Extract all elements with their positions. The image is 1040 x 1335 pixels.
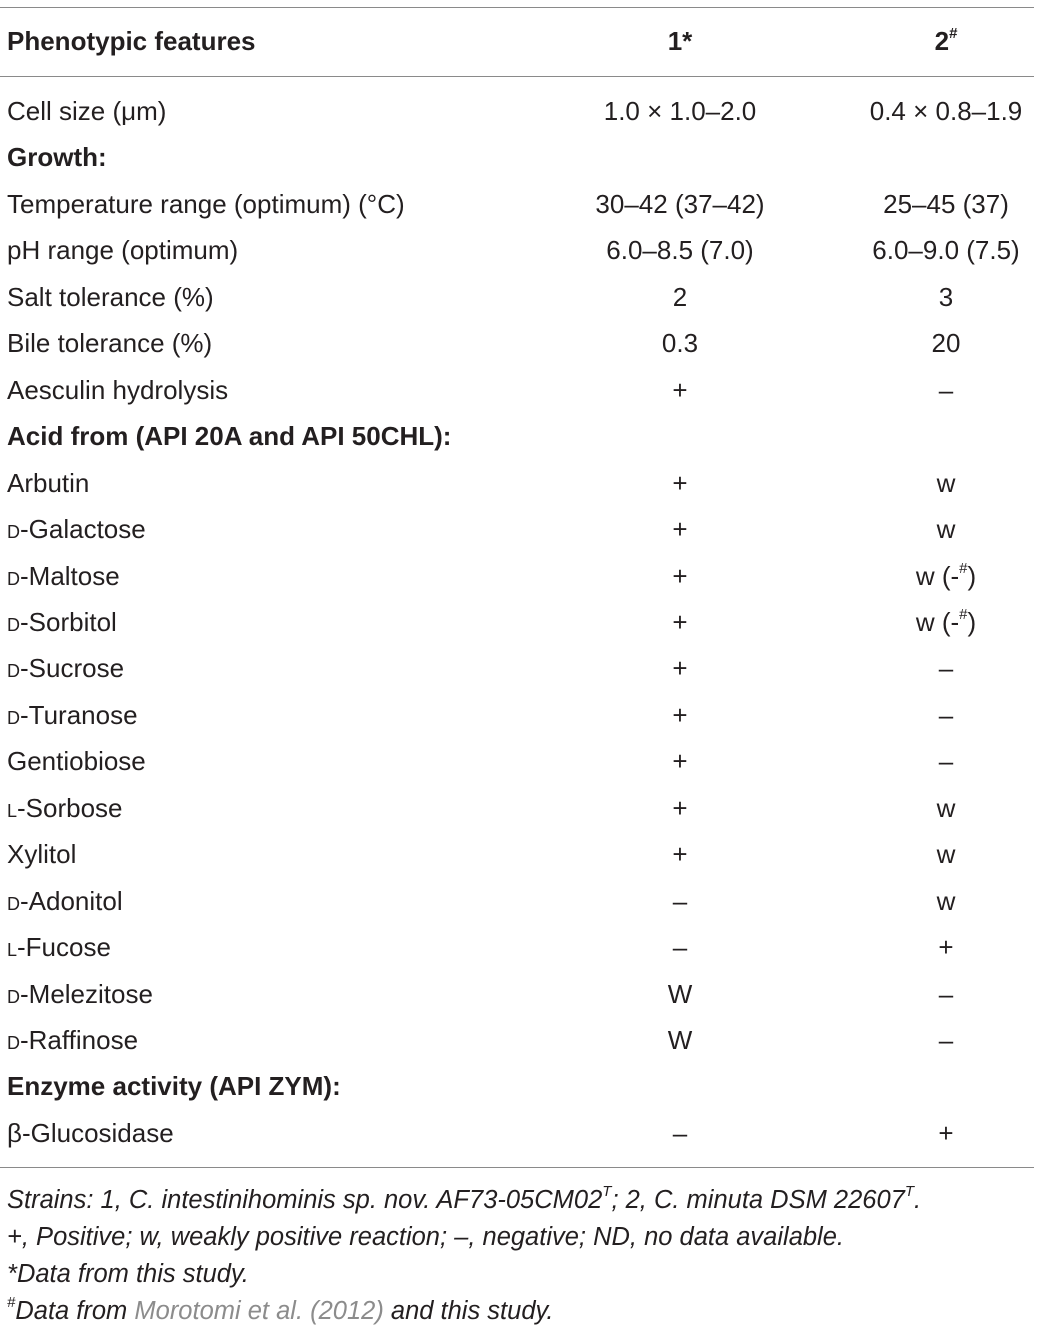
table-row — [0, 323, 1040, 363]
table-row — [0, 834, 1040, 874]
value-strain-2: + — [938, 932, 954, 963]
value-strain-1: + — [672, 374, 688, 405]
footnote-star: *Data from this study. — [7, 1260, 249, 1288]
value-strain-2: 0.4 × 0.8–1.9 — [869, 96, 1023, 126]
table-row — [0, 695, 1040, 735]
row-label: d-Sorbitol — [7, 606, 117, 637]
value-strain-1: + — [672, 653, 688, 684]
table-row — [0, 927, 1040, 967]
value-strain-1: + — [672, 699, 688, 730]
row-label: l-Sorbose — [7, 792, 123, 823]
row-label: Arbutin — [7, 467, 90, 498]
row-label: d-Turanose — [7, 699, 138, 730]
row-label: Temperature range (optimum) (°C) — [7, 188, 405, 219]
value-strain-2: + — [938, 1117, 954, 1148]
value-strain-2: – — [938, 699, 954, 730]
footnote-strains: Strains: 1, C. intestinihominis sp. nov. $AF73-05CM02^T$; 2, C. minuta DSM $22607^T$. — [7, 1183, 922, 1214]
value-strain-1: 2 — [672, 281, 688, 312]
table-row — [0, 556, 1040, 596]
table-header-rule — [0, 76, 1034, 77]
reference-link[interactable]: Morotomi et al. (2012) — [134, 1297, 384, 1325]
table-row — [0, 881, 1040, 921]
value-strain-2: – — [938, 978, 954, 1009]
value-strain-1: + — [672, 746, 688, 777]
row-label: l-Fucose — [7, 932, 111, 963]
row-label: Acid from (API 20A and API 50CHL): — [7, 421, 452, 452]
header-feature: Phenotypic features — [7, 26, 256, 56]
row-label: Cell size (μm) — [7, 96, 167, 126]
table-row — [0, 974, 1040, 1014]
value-strain-2: – — [938, 374, 954, 405]
row-label: Aesculin hydrolysis — [7, 374, 229, 405]
row-label: Growth: — [7, 142, 107, 173]
value-strain-2: – — [938, 746, 954, 777]
table-row — [0, 509, 1040, 549]
row-label: Xylitol — [7, 839, 77, 870]
table-footnotes — [7, 1182, 1037, 1330]
value-strain-2: 20 — [931, 328, 961, 359]
value-strain-1: 1.0 × 1.0–2.0 — [603, 96, 757, 126]
value-strain-1: + — [672, 792, 688, 823]
row-label: d-Melezitose — [7, 978, 153, 1009]
row-label: pH range (optimum) — [7, 235, 239, 266]
table-top-rule — [0, 7, 1034, 8]
row-label: Gentiobiose — [7, 746, 146, 777]
value-strain-1: W — [667, 1025, 693, 1055]
value-strain-1: 30–42 (37–42) — [595, 188, 765, 219]
value-strain-2: 25–45 (37) — [883, 188, 1009, 219]
value-strain-2: – — [938, 653, 954, 684]
table-row — [0, 370, 1040, 410]
value-strain-1: 0.3 — [661, 328, 699, 359]
table-row — [0, 648, 1040, 688]
section-heading — [0, 137, 1040, 177]
footnote-hash: #Data from Morotomi et al. (2012) and this study. — [7, 1294, 554, 1325]
row-label: d-Maltose — [7, 560, 120, 591]
value-strain-2: w — [936, 467, 956, 498]
value-strain-2: 3 — [938, 281, 954, 312]
row-label: d-Galactose — [7, 514, 146, 545]
value-strain-1: – — [672, 1117, 688, 1148]
value-strain-2: w — [936, 514, 956, 545]
value-strain-2: w (-#) — [915, 605, 977, 637]
section-heading — [0, 1066, 1040, 1106]
value-strain-2: w — [936, 885, 956, 916]
value-strain-1: W — [667, 978, 693, 1009]
row-label: Salt tolerance (%) — [7, 281, 214, 312]
value-strain-1: + — [672, 560, 688, 591]
value-strain-2: – — [938, 1025, 954, 1055]
table-row — [0, 1020, 1040, 1060]
row-label: Enzyme activity (API ZYM): — [7, 1071, 341, 1102]
value-strain-1: – — [672, 932, 688, 963]
header-col-2: 2# — [934, 25, 958, 56]
value-strain-2: w (-#) — [915, 559, 977, 591]
table-bottom-rule — [0, 1167, 1034, 1168]
header-col-1: 1* — [667, 26, 693, 56]
table-row — [0, 184, 1040, 224]
value-strain-1: – — [672, 885, 688, 916]
footnote-legend: +, Positive; w, weakly positive reaction; –, negative; ND, no data available. — [7, 1223, 844, 1251]
table-row — [0, 91, 1040, 131]
value-strain-2: w — [936, 792, 956, 823]
row-label: d-Raffinose — [7, 1025, 139, 1055]
table-row — [0, 463, 1040, 503]
table-row — [0, 1113, 1040, 1153]
value-strain-2: 6.0–9.0 (7.5) — [872, 235, 1020, 266]
value-strain-2: w — [936, 839, 956, 870]
section-heading — [0, 416, 1040, 456]
value-strain-1: + — [672, 839, 688, 870]
table-row — [0, 277, 1040, 317]
table-header-row — [0, 21, 1040, 61]
value-strain-1: + — [672, 467, 688, 498]
value-strain-1: + — [672, 606, 688, 637]
row-label: d-Sucrose — [7, 653, 125, 684]
row-label: β-Glucosidase — [7, 1117, 174, 1148]
table-row — [0, 602, 1040, 642]
table-row — [0, 741, 1040, 781]
row-label: d-Adonitol — [7, 885, 123, 916]
table-row — [0, 230, 1040, 270]
value-strain-1: + — [672, 514, 688, 545]
row-label: Bile tolerance (%) — [7, 328, 213, 359]
value-strain-1: 6.0–8.5 (7.0) — [606, 235, 754, 266]
table-row — [0, 788, 1040, 828]
